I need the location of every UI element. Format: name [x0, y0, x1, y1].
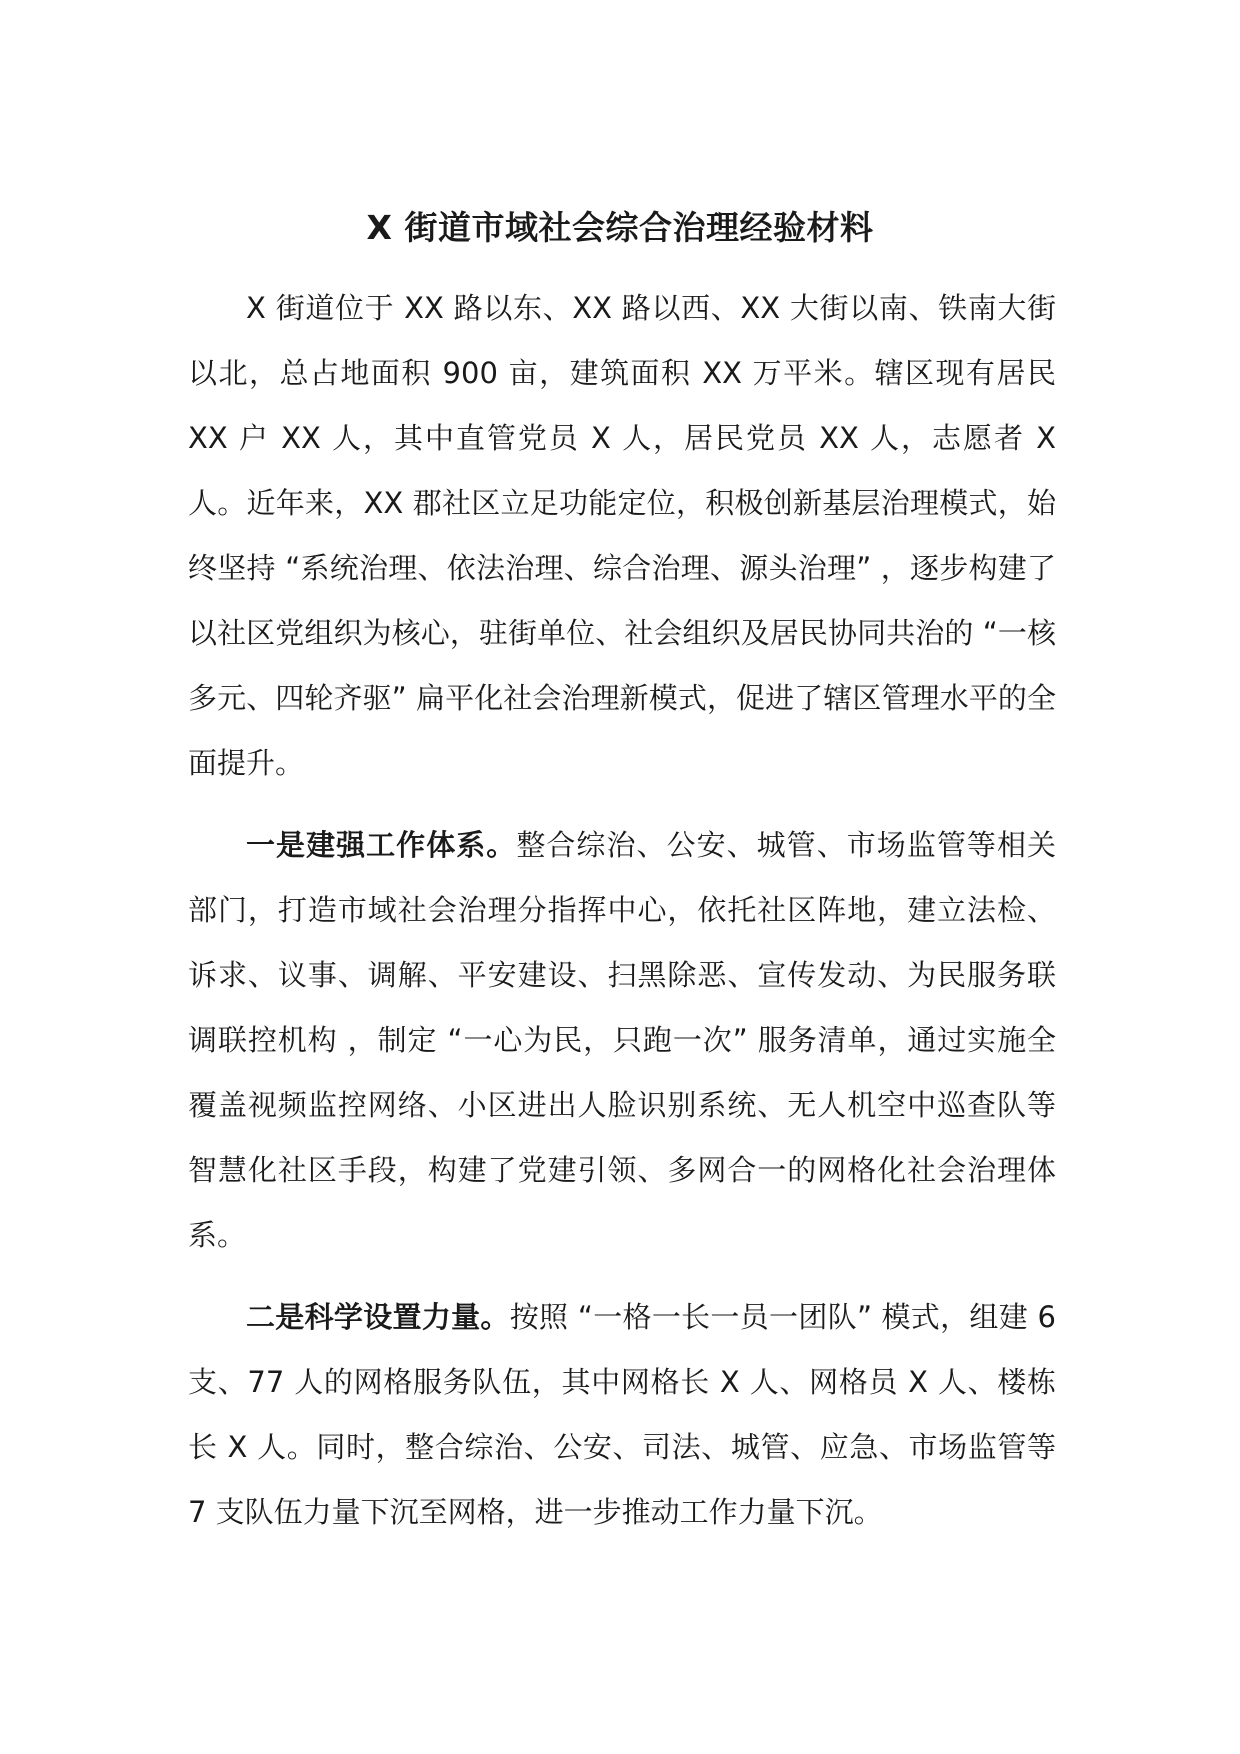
paragraph-text: 整合综治、公安、城管、市场监管等相关部门，打造市域社会治理分指挥中心，依托社区阵地，建立法检、诉求、议事、调解、平安建设、扫黑除恶、宣传发动、为民服务联调联控机构 ，制定 “一心为民，只跑一次” 服务清单，通过实施全覆盖视频监控网络、小区进出人脸识别系统、无人机空中巡查队等智慧化社区手段，构建了党建引领、多网合一的网格化社会治理体系。 [188, 828, 1056, 1252]
paragraph-work-system [188, 813, 1056, 1268]
document-title: X 街道市域社会综合治理经验材料 [366, 208, 874, 247]
paragraph-text: 按照 “一格一长一员一团队” 模式，组建 6 支、77 人的网格服务队伍，其中网格长 X 人、网格员 X 人、楼栋长 X 人。同时，整合综治、公安、司法、城管、应急、市场监管等 7 支队伍力量下沉至网格，进一步推动工作力量下沉。 [188, 1300, 1056, 1529]
paragraph-intro [188, 276, 1056, 796]
paragraph-lead: 二是科学设置力量。 [246, 1300, 510, 1334]
paragraph-text: X 街道位于 XX 路以东、XX 路以西、XX 大街以南、铁南大街以北，总占地面积 900 亩，建筑面积 XX 万平米。辖区现有居民 XX 户 XX 人，其中直管党员 X 人，居民党员 XX 人，志愿者 X 人。近年来，XX 郡社区立足功能定位，积极创新基层治理模式，始终坚持 “系统治理、依法治理、综合治理、源头治理” ，逐步构建了以社区党组织为核心，驻街单位、社会组织及居民协同共治的 “一核多元、四轮齐驱” 扁平化社会治理新模式，促进了辖区管理水平的全面提升。 [188, 291, 1056, 780]
document-body [188, 276, 1056, 1545]
paragraph-lead: 一是建强工作体系。 [246, 828, 517, 862]
paragraph-staffing [188, 1285, 1056, 1545]
